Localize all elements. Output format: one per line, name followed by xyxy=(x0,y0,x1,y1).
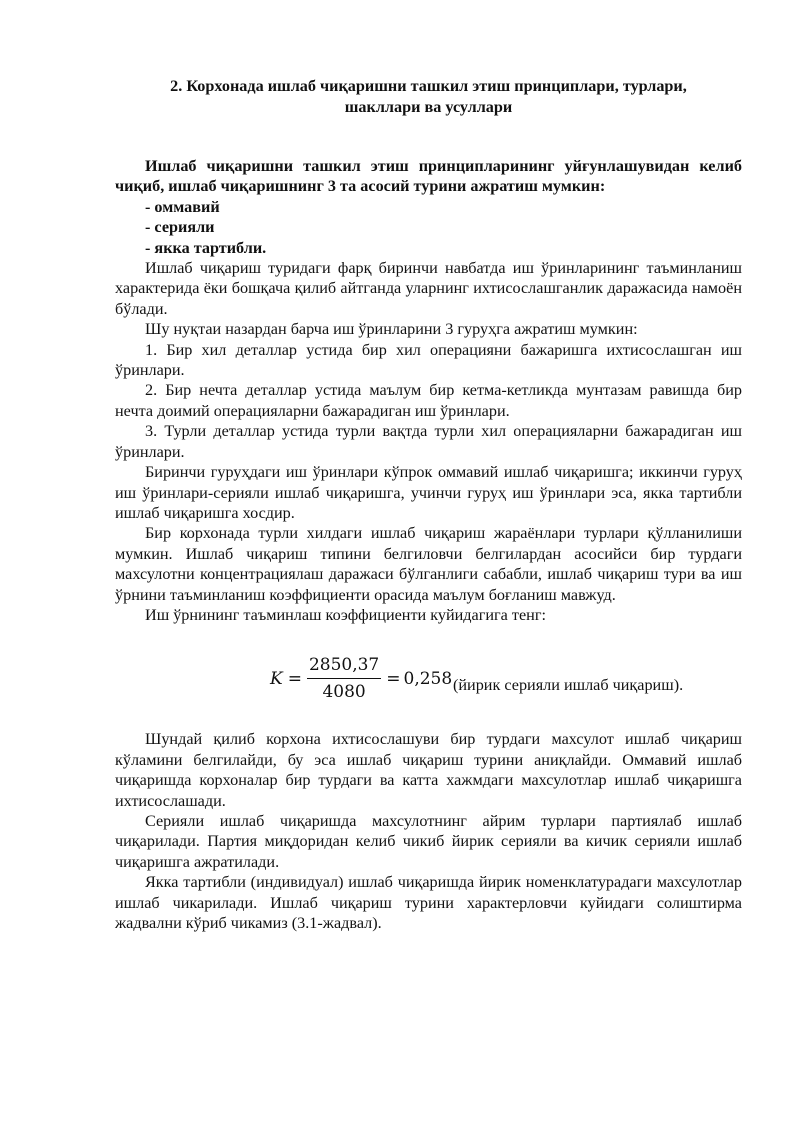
paragraph: Серияли ишлаб чиқаришда махсулотнинг айрим турлари партиялаб ишлаб чиқарилади. Партия миқдоридан келиб чикиб йирик серияли ва кичик серияли ишлаб чиқаришга ажратилади. xyxy=(115,811,742,871)
paragraph: Бир корхонада турли хилдаги ишлаб чиқариш жараёнлари турлари қўлланилиши мумкин. Ишлаб чиқариш типини белгиловчи белгилардан асосийси бир турдаги махсулотни концентрациялаш даражаси бўлганлиги сабабли, ишлаб чиқариш тури ва иш ўрнини таъминланиш коэффициенти орасида маълум боғланиш мавжуд. xyxy=(115,524,742,604)
paragraphs-after xyxy=(115,729,742,933)
formula-numerator: 2850,37 xyxy=(307,655,381,678)
paragraph: Шундай қилиб корхона ихтисослашуви бир турдаги махсулот ишлаб чиқариш кўламини белгилайди, бу эса ишлаб чиқариш турини аниқлайди. Оммавий ишлаб чиқаришда корхоналар бир турдаги ва катта хажмдаги махсулотлар ишлаб чиқаришга ихтисослашади. xyxy=(115,730,742,810)
paragraph: Шу нуқтаи назардан барча иш ўринларини 3 гуруҳга ажратиш мумкин: xyxy=(145,320,638,339)
paragraph: Ишлаб чиқариш туридаги фарқ биринчи навбатда иш ўринларининг таъминланиш характерида ёки бошқача қилиб айтганда уларнинг ихтисослашганлик даражасида намоён бўлади. xyxy=(115,259,742,318)
coefficient-formula xyxy=(270,655,452,702)
paragraph: 1. Бир хил деталлар устида бир хил операцияни бажаришга ихтисослашган иш ўринлари. xyxy=(115,340,742,380)
paragraph: Биринчи гуруҳдаги иш ўринлари кўпрок оммавий ишлаб чиқаришга; иккинчи гуруҳ иш ўринлари-серияли ишлаб чиқаришга, учинчи гуруҳ иш ўринлари эса, якка тартибли ишлаб чиқаришга хосдир. xyxy=(115,463,742,522)
production-types-list xyxy=(115,197,742,258)
section-title: 2. Корхонада ишлаб чиқаришни ташкил этиш принциплари, турлари, шакллари ва усуллари xyxy=(170,77,687,116)
intro-paragraph: Ишлаб чиқаришни ташкил этиш принципларининг уйғунлашувидан келиб чиқиб, ишлаб чиқаришнинг 3 та асосий турини ажратиш мумкин: xyxy=(115,157,742,196)
formula-variable: K xyxy=(270,668,283,689)
formula-equals: = xyxy=(287,668,302,689)
formula-fraction xyxy=(307,655,381,702)
paragraph: Иш ўрнининг таъминлаш коэффициенти куйидагига тенг: xyxy=(145,605,546,624)
formula-denominator: 4080 xyxy=(322,681,366,702)
list-item: - якка тартибли. xyxy=(145,238,267,257)
list-item: - серияли xyxy=(145,218,215,237)
formula-equals: = xyxy=(386,668,401,689)
document-body xyxy=(115,76,742,933)
paragraph: Якка тартибли (индивидуал) ишлаб чиқаришда йирик номенклатурадаги махсулотлар ишлаб чикарилади. Ишлаб чиқариш турини характерловчи куйидаги солиштирма жадвални кўриб чикамиз (3.1-жадвал). xyxy=(115,873,742,932)
list-item: - оммавий xyxy=(145,197,220,216)
paragraph: 3. Турли деталлар устида турли вақтда турли хил операцияларни бажарадиган иш ўринлари. xyxy=(115,422,742,461)
paragraph: 2. Бир нечта деталлар устида маълум бир кетма-кетликда мунтазам равишда бир нечта доимий операцияларни бажарадиган иш ўринлари. xyxy=(115,381,742,420)
formula-result: 0,258 xyxy=(403,668,453,689)
formula-block xyxy=(115,633,742,711)
formula-caption: (йирик серияли ишлаб чиқариш). xyxy=(453,676,684,695)
